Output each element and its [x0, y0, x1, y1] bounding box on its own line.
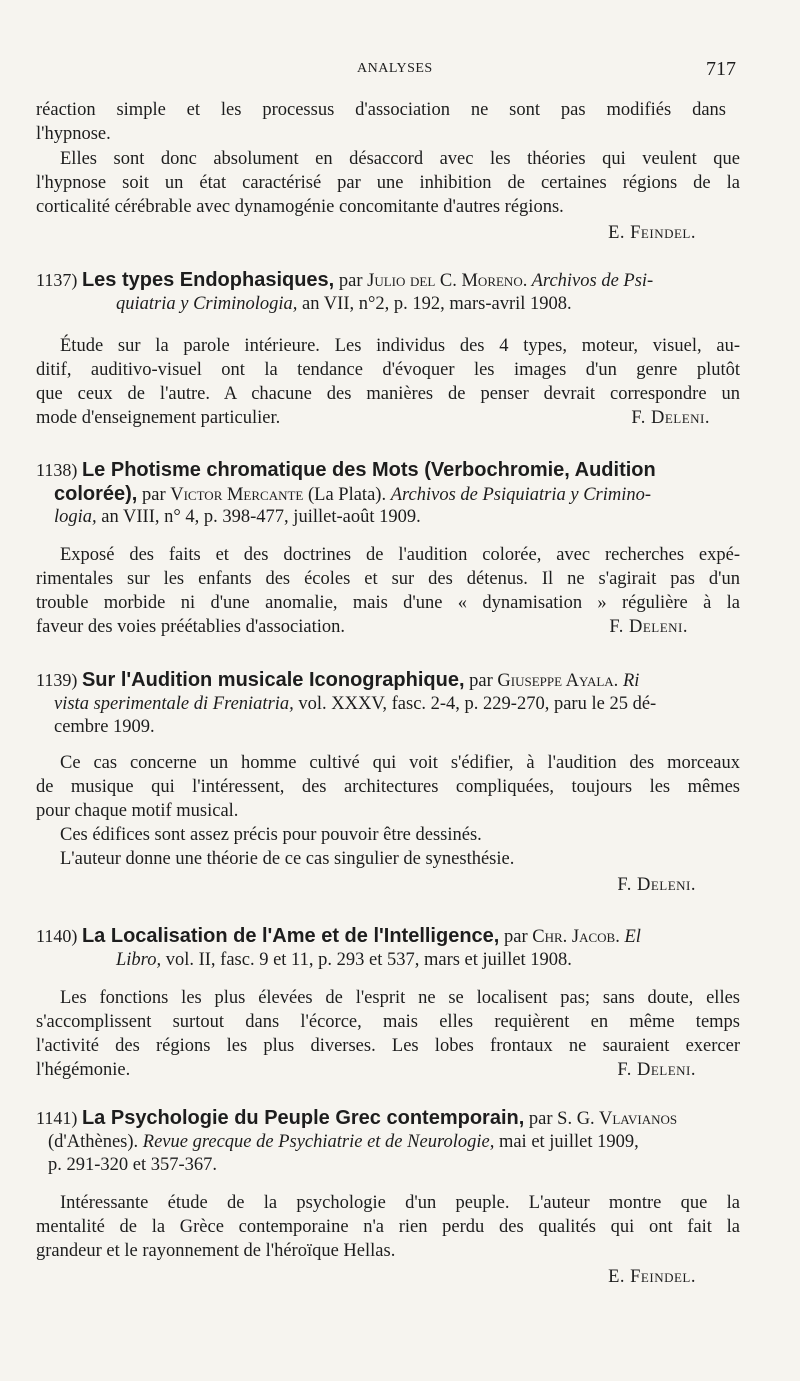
citation-text: par: [464, 671, 498, 691]
text-line: Ce cas concerne un homme cultivé qui voit s'édifier, à l'audition des morceaux: [60, 753, 740, 773]
entry-number: 1137): [36, 270, 78, 290]
journal-name: vista sperimentale di Freniatria,: [54, 694, 294, 714]
citation-text: par: [524, 1109, 558, 1129]
signature: F. Deleni.: [609, 617, 688, 637]
entry-number: 1140): [36, 926, 78, 946]
citation-text: vol. XXXV, fasc. 2-4, p. 229-270, paru le 25 dé-: [293, 694, 657, 714]
citation-text: an VIII, n° 4, p. 398-477, juillet-août 1909.: [96, 507, 421, 527]
signature: F. Deleni.: [617, 875, 696, 895]
text-line: faveur des voies préétablies d'association.: [36, 617, 345, 637]
citation-text: p. 291-320 et 357-367.: [48, 1155, 218, 1175]
journal-name: Archivos de Psi-: [527, 271, 654, 291]
signature: E. Feindel.: [608, 1267, 696, 1287]
text-line: corticalité cérébrable avec dynamogénie concomitante d'autres régions.: [36, 197, 564, 217]
text-line: ditif, auditivo-visuel ont la tendance d'évoquer les images d'un genre plutôt: [36, 360, 740, 380]
citation-text: (La Plata).: [303, 485, 391, 505]
running-title: ANALYSES: [357, 61, 433, 76]
text-line: pour chaque motif musical.: [36, 801, 239, 821]
entry-title: La Localisation de l'Ame et de l'Intelligence,: [81, 925, 500, 947]
author-name: Chr. Jacob.: [532, 927, 620, 947]
text-line: l'activité des régions les plus diverses. Les lobes frontaux ne sauraient exercer: [36, 1036, 740, 1056]
signature: E. Feindel.: [608, 223, 696, 243]
journal-name: El: [619, 927, 641, 947]
entry-title: La Psychologie du Peuple Grec contemporain,: [81, 1107, 525, 1129]
text-line: mentalité de la Grèce contemporaine n'a rien perdu des qualités qui ont fait la: [36, 1217, 740, 1237]
author-name: Giuseppe Ayala.: [497, 671, 619, 691]
text-line: réaction simple et les processus d'association ne sont pas modifiés dans: [36, 100, 726, 120]
entry-number: 1139): [36, 670, 78, 690]
citation-text: par: [137, 485, 171, 505]
text-line: Les fonctions les plus élevées de l'esprit ne se localisent pas; sans doute, elles: [60, 988, 740, 1008]
entry-title: colorée),: [54, 483, 138, 505]
journal-name: logia,: [54, 507, 97, 527]
page-number: 717: [706, 58, 736, 80]
signature: F. Deleni.: [617, 1060, 696, 1080]
citation-text: par: [334, 271, 368, 291]
entry-title: Les types Endophasiques,: [81, 269, 335, 291]
text-line: Étude sur la parole intérieure. Les individus des 4 types, moteur, visuel, au-: [60, 336, 740, 356]
text-line: Exposé des faits et des doctrines de l'audition colorée, avec recherches expé-: [60, 545, 740, 565]
citation-text: vol. II, fasc. 9 et 11, p. 293 et 537, mars et juillet 1908.: [161, 950, 572, 970]
citation-text: an VII, n°2, p. 192, mars-avril 1908.: [297, 294, 572, 314]
author-name: Julio del C. Moreno.: [367, 271, 528, 291]
text-line: s'accomplissent surtout dans l'écorce, mais elles requièrent en même temps: [36, 1012, 740, 1032]
citation-text: (d'Athènes).: [48, 1132, 143, 1152]
citation-text: mai et juillet 1909,: [494, 1132, 639, 1152]
text-line: L'auteur donne une théorie de ce cas singulier de synesthésie.: [60, 849, 515, 869]
author-name: S. G. Vlavianos: [557, 1109, 678, 1129]
text-line: Intéressante étude de la psychologie d'un peuple. L'auteur montre que la: [60, 1193, 740, 1213]
author-name: Victor Mercante: [170, 485, 304, 505]
journal-name: quiatria y Criminologia,: [116, 294, 298, 314]
text-line: l'hypnose soit un état caractérisé par une inhibition de certaines régions de la: [36, 173, 740, 193]
text-line: que ceux de l'autre. A chacune des manières de penser devrait correspondre un: [36, 384, 740, 404]
signature: F. Deleni.: [631, 408, 710, 428]
citation-text: cembre 1909.: [54, 717, 155, 737]
entry-title: Le Photisme chromatique des Mots (Verbochromie, Audition: [81, 459, 656, 481]
journal-name: Archivos de Psiquiatria y Crimino-: [390, 485, 652, 505]
text-line: l'hypnose.: [36, 124, 111, 144]
citation-text: par: [499, 927, 533, 947]
entry-title: Sur l'Audition musicale Iconographique,: [81, 669, 465, 691]
text-line: l'hégémonie.: [36, 1060, 131, 1080]
text-line: grandeur et le rayonnement de l'héroïque Hellas.: [36, 1241, 396, 1261]
text-line: rimentales sur les enfants des écoles et sur des détenus. Il ne s'agirait pas d'un: [36, 569, 740, 589]
entry-number: 1141): [36, 1108, 78, 1128]
journal-name: Ri: [618, 671, 640, 691]
text-line: de musique qui l'intéressent, des architectures compliquées, toujours les mêmes: [36, 777, 740, 797]
journal-name: Revue grecque de Psychiatrie et de Neurologie,: [142, 1132, 495, 1152]
text-line: trouble morbide ni d'une anomalie, mais d'une « dynamisation » régulière à la: [36, 593, 740, 613]
text-line: mode d'enseignement particulier.: [36, 408, 281, 428]
text-line: Elles sont donc absolument en désaccord avec les théories qui veulent que: [60, 149, 740, 169]
journal-name: Libro,: [116, 950, 162, 970]
entry-number: 1138): [36, 460, 78, 480]
text-line: Ces édifices sont assez précis pour pouvoir être dessinés.: [60, 825, 482, 845]
